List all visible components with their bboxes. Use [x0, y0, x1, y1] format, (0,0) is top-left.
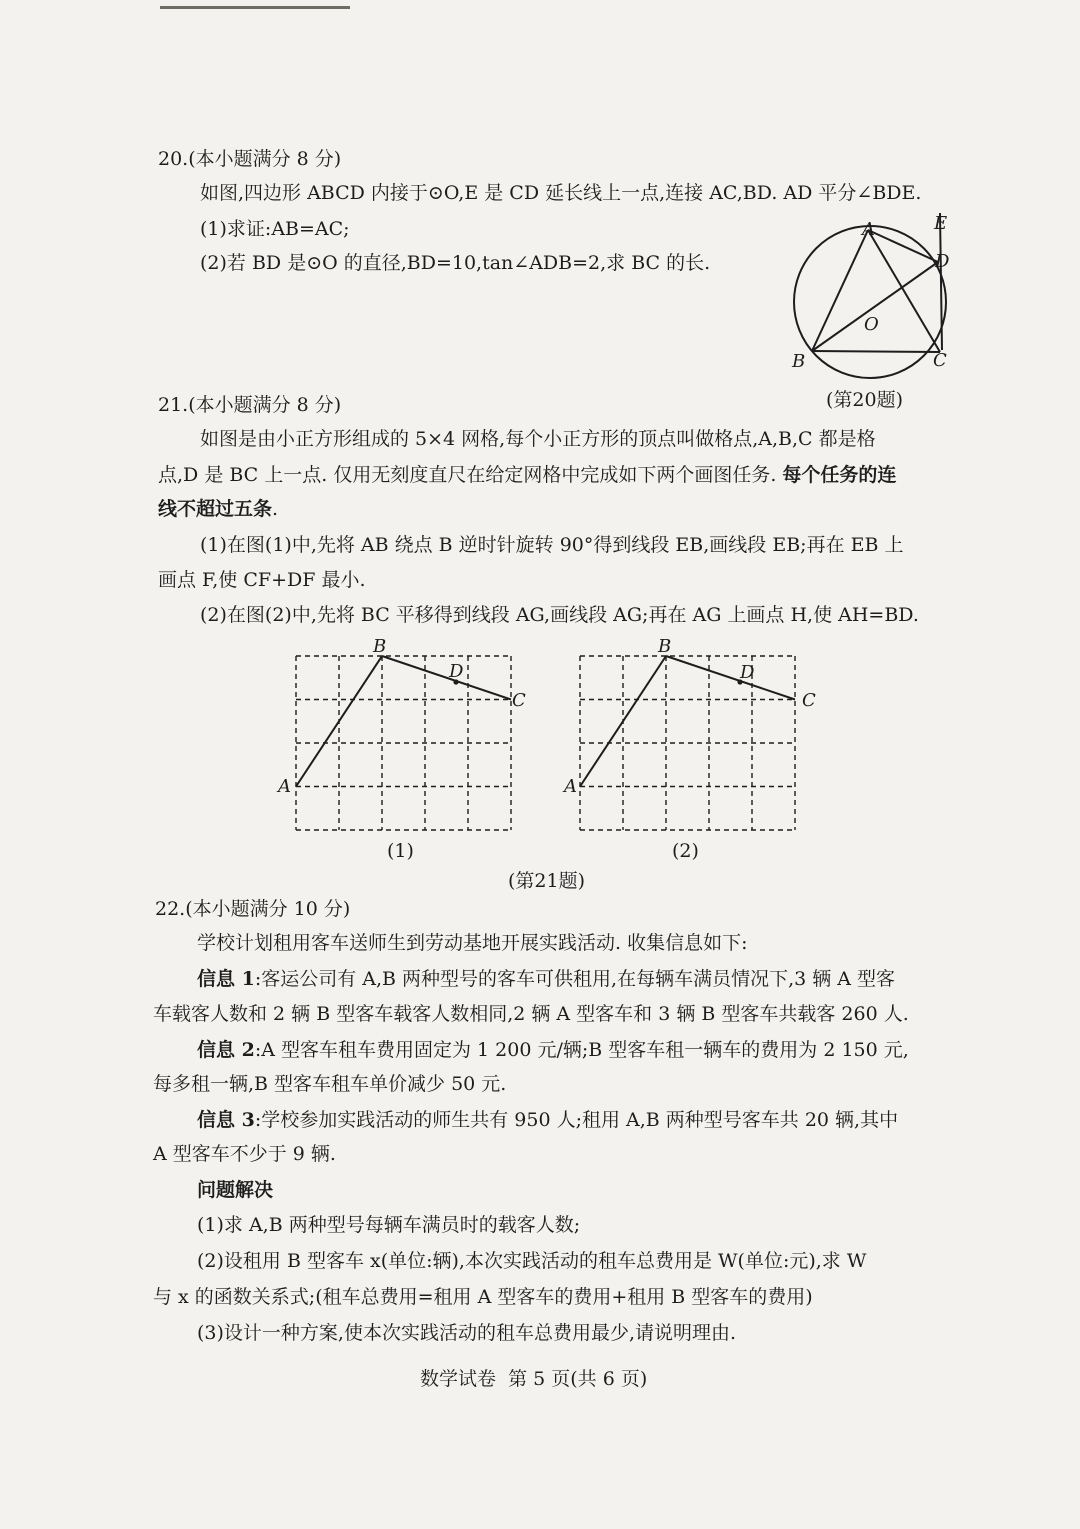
- q21-stem-line1: 如图是由小正方形组成的 5×4 网格,每个小正方形的顶点叫做格点,A,B,C 都是格: [200, 428, 876, 450]
- q20-caption: (第20题): [826, 389, 904, 411]
- q22-info3-line1: [197, 1107, 898, 1133]
- q21-stem-line3-bold: 线不超过五条: [158, 498, 273, 520]
- page-footer: 数学试卷 第 5 页(共 6 页): [420, 1368, 648, 1390]
- q21-fig1-label-D: D: [449, 661, 464, 682]
- q21-fig2-label-C: C: [802, 690, 816, 711]
- q20-stem: 如图,四边形 ABCD 内接于⊙O,E 是 CD 延长线上一点,连接 AC,BD. AD 平分∠BDE.: [200, 182, 922, 204]
- q21-grid-figure-1: [274, 636, 534, 836]
- q21-grid-figure-2: [558, 636, 820, 836]
- q21-stem-line3: [158, 496, 278, 522]
- q22-info3-line2: A 型客车不少于 9 辆.: [153, 1143, 336, 1165]
- q21-fig2-caption: (2): [672, 840, 699, 862]
- q22-problem-heading: 问题解决: [197, 1179, 274, 1201]
- q21-part1-line1: (1)在图(1)中,先将 AB 绕点 B 逆时针旋转 90°得到线段 EB,画线段 EB;再在 EB 上: [200, 534, 904, 556]
- q20-label-O: O: [864, 314, 879, 335]
- q21-grid-2-lines: [580, 656, 795, 830]
- q21-heading: 21.(本小题满分 8 分): [158, 394, 342, 416]
- q22-info3-text: :学校参加实践活动的师生共有 950 人;租用 A,B 两种型号客车共 20 辆,其中: [254, 1109, 899, 1131]
- q22-info1-label: 信息 1: [197, 968, 255, 990]
- q22-intro: 学校计划租用客车送师生到劳动基地开展实践活动. 收集信息如下:: [197, 932, 748, 954]
- q22-part2-line2: 与 x 的函数关系式;(租车总费用=租用 A 型客车的费用+租用 B 型客车的费用): [153, 1286, 813, 1308]
- q21-stem-line2-text: 点,D 是 BC 上一点. 仅用无刻度直尺在给定网格中完成如下两个画图任务.: [158, 464, 777, 486]
- q22-info1-text: :客运公司有 A,B 两种型号的客车可供租用,在每辆车满员情况下,3 辆 A 型客: [254, 968, 896, 990]
- q22-info2-label: 信息 2: [197, 1039, 255, 1061]
- q21-stem-line2: [158, 462, 896, 488]
- q20-label-C: C: [933, 350, 947, 371]
- q22-part2-line1: (2)设租用 B 型客车 x(单位:辆),本次实践活动的租车总费用是 W(单位:元),求 W: [197, 1250, 867, 1272]
- q21-fig1-label-A: A: [278, 776, 291, 797]
- q21-fig1-label-B: B: [373, 636, 387, 657]
- q22-info2-line2: 每多租一辆,B 型客车租车单价减少 50 元.: [153, 1073, 507, 1095]
- q21-part2: (2)在图(2)中,先将 BC 平移得到线段 AG,画线段 AG;再在 AG 上画点 H,使 AH=BD.: [200, 604, 919, 626]
- q22-part1: (1)求 A,B 两种型号每辆车满员时的载客人数;: [197, 1214, 581, 1236]
- q21-part1-line2: 画点 F,使 CF+DF 最小.: [158, 569, 366, 591]
- q21-fig2-label-D: D: [740, 662, 755, 683]
- q22-part3: (3)设计一种方案,使本次实践活动的租车总费用最少,请说明理由.: [197, 1322, 737, 1344]
- q20-label-A: A: [862, 219, 875, 240]
- q22-info2-line1: [197, 1037, 909, 1063]
- q20-label-E: E: [934, 213, 948, 234]
- q21-stem-bold: 每个任务的连: [782, 464, 897, 486]
- q22-info3-label: 信息 3: [197, 1109, 255, 1131]
- q22-info1-line2: 车载客人数和 2 辆 B 型客车载客人数相同,2 辆 A 型客车和 3 辆 B 型客车共载客 260 人.: [153, 1003, 909, 1025]
- q20-label-D: D: [935, 251, 950, 272]
- q22-info1-line1: [197, 966, 895, 992]
- top-rule: [160, 6, 350, 9]
- q21-fig1-label-C: C: [512, 690, 526, 711]
- q21-stem-line3-end: .: [272, 498, 279, 520]
- q21-fig1-caption: (1): [387, 840, 414, 862]
- q22-info2-text: :A 型客车租车费用固定为 1 200 元/辆;B 型客车租一辆车的费用为 2 150 元,: [254, 1039, 909, 1061]
- q21-grid-1-lines: [296, 656, 511, 830]
- q20-part1: (1)求证:AB=AC;: [200, 218, 350, 240]
- q21-fig2-label-B: B: [658, 636, 672, 657]
- q21-caption: (第21题): [508, 870, 586, 892]
- q20-part2: (2)若 BD 是⊙O 的直径,BD=10,tan∠ADB=2,求 BC 的长.: [200, 252, 711, 274]
- q20-label-B: B: [792, 351, 806, 372]
- q20-circle-figure: [780, 205, 970, 385]
- q20-heading: 20.(本小题满分 8 分): [158, 148, 342, 170]
- q22-heading: 22.(本小题满分 10 分): [155, 898, 351, 920]
- q21-fig2-label-A: A: [564, 776, 577, 797]
